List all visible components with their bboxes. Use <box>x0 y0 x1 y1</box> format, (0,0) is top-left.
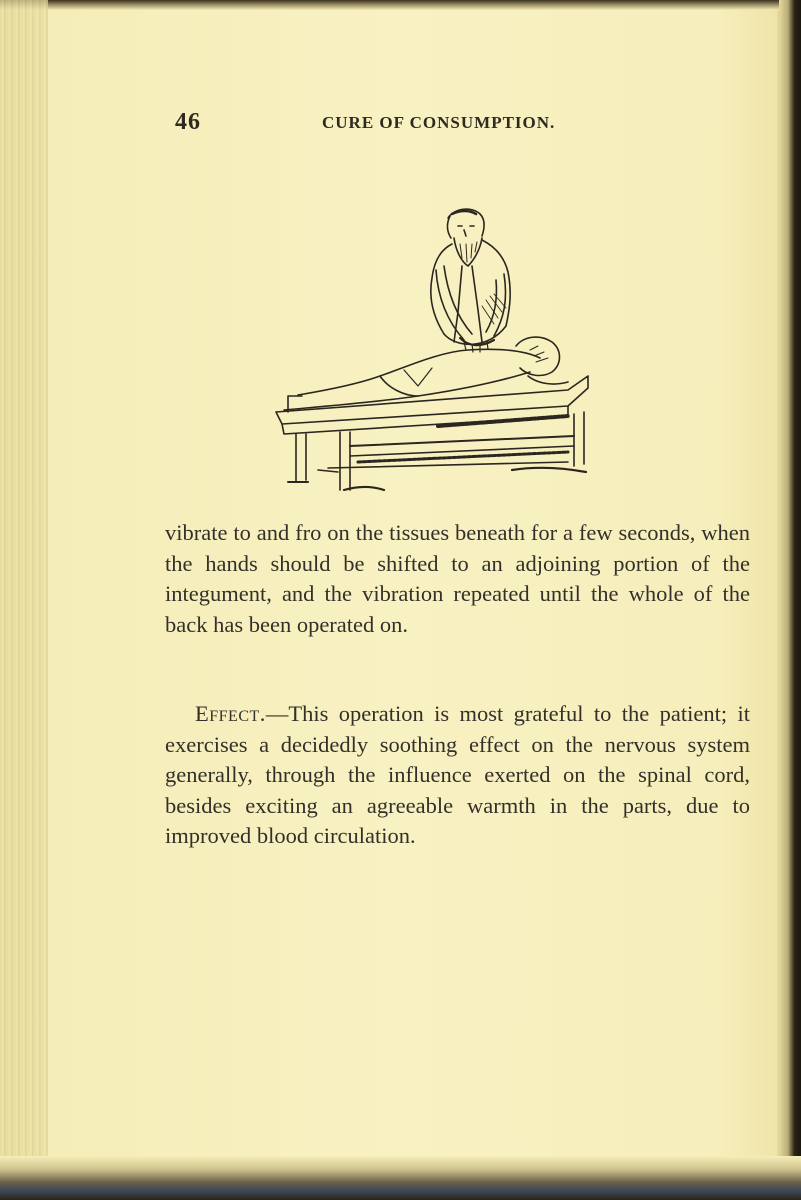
page-left-edge <box>0 0 48 1200</box>
page-bottom-edge <box>0 1156 801 1200</box>
effect-label: Effect. <box>195 701 266 726</box>
massage-illustration <box>268 200 598 495</box>
page-header <box>175 109 735 139</box>
page-top-edge <box>0 0 801 10</box>
paragraph-effect <box>165 699 750 852</box>
page-number: 46 <box>175 109 201 135</box>
page-right-edge <box>779 0 801 1200</box>
paragraph-continuation: vibrate to and fro on the tissues beneath for a few seconds, when the hands should be shifted to an adjoining portion of the integument, and the vibration repeated until the whole of the back has been operated on. <box>165 520 750 637</box>
effect-text: —This operation is most grateful to the patient; it exercises a decidedly soothing effect on the nervous system generally, through the influence exerted on the spinal cord, besides exciting an agreeable warmth in the parts, due to improved blood circulation. <box>165 701 750 848</box>
running-head: CURE OF CONSUMPTION. <box>322 113 556 132</box>
